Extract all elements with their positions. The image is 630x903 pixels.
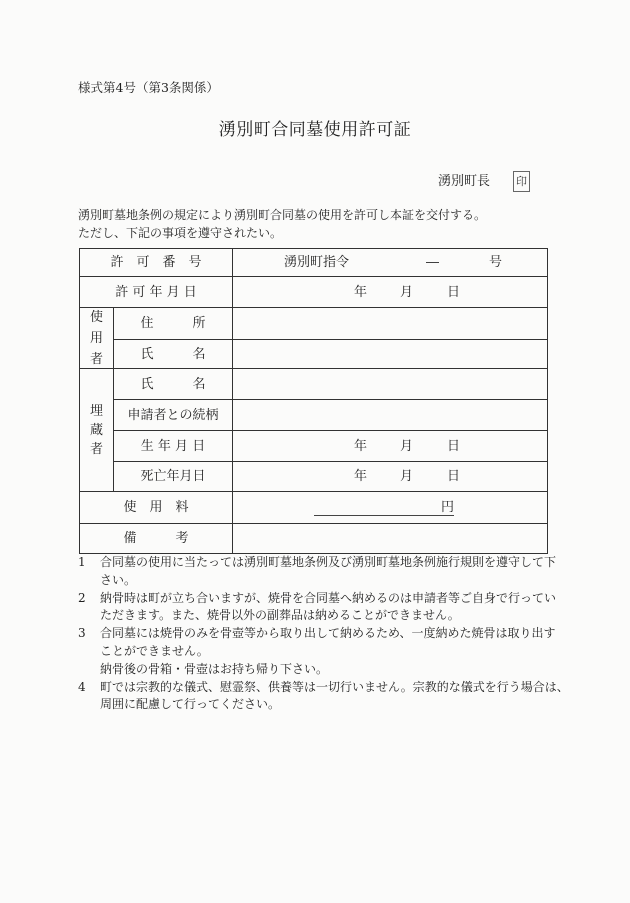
user-section-header [80, 308, 114, 369]
note-number: 4 [78, 679, 86, 694]
day-unit: 日 [447, 438, 461, 454]
deceased-name-label: 氏 名 [114, 369, 233, 400]
permit-number-value [233, 249, 547, 277]
intro-line-1: 湧別町墓地条例の規定により湧別町合同墓の使用を許可し本証を交付する。 [78, 208, 487, 222]
mayor-signature-row [438, 171, 530, 192]
fee-blank-underline [314, 500, 454, 516]
death-date-label: 死亡年月日 [114, 462, 233, 492]
day-unit: 日 [447, 469, 461, 484]
user-address-label: 住 所 [114, 308, 233, 340]
permit-number-unit: 号 [489, 255, 503, 270]
deceased-name-value [233, 369, 547, 400]
seal-box [513, 171, 530, 192]
interment-section-header [80, 369, 114, 492]
permit-table [79, 248, 548, 554]
interment-header-char: 埋 [89, 403, 103, 419]
permit-number-blank-dash: ― [426, 255, 440, 270]
user-header-char: 用 [89, 330, 103, 346]
year-unit: 年 [354, 469, 368, 484]
note-body: 合同墓の使用に当たっては湧別町墓地条例及び湧別町墓地条例施行規則を遵守して下 さい。 [100, 555, 557, 587]
year-unit: 年 [354, 284, 368, 300]
note-number: 3 [78, 626, 86, 641]
notes-list [78, 554, 569, 714]
month-unit: 月 [400, 284, 414, 300]
permit-date-label: 許 可 年 月 日 [80, 277, 233, 308]
user-name-label: 氏 名 [114, 340, 233, 369]
seal-mark-icon: 印 [516, 175, 528, 188]
fee-label: 使 用 料 [80, 492, 233, 524]
intro-paragraph [78, 206, 486, 242]
intro-line-2: ただし、下記の事項を遵守されたい。 [78, 226, 283, 240]
birth-date-value [233, 431, 547, 462]
currency-unit: 円 [440, 500, 454, 515]
user-address-value [233, 308, 547, 340]
note-item-4 [78, 679, 569, 715]
permit-number-label: 許 可 番 号 [80, 249, 233, 277]
remarks-label: 備 考 [80, 524, 233, 553]
note-body: 合同墓には焼骨のみを骨壺等から取り出して納めるため、一度納めた焼骨は取り出す ことができません。 納骨後の骨箱・骨壺はお持ち帰り下さい。 [100, 626, 556, 676]
day-unit: 日 [447, 284, 461, 300]
user-header-char: 使 [89, 309, 103, 325]
year-unit: 年 [354, 438, 368, 454]
mayor-label: 湧別町長 [438, 173, 491, 189]
death-date-value [233, 462, 547, 492]
fee-value [233, 492, 547, 524]
month-unit: 月 [400, 438, 414, 454]
permit-date-value [233, 277, 547, 308]
note-body: 町では宗教的な儀式、慰霊祭、供養等は一切行いません。宗教的な儀式を行う場合は、 周囲に配慮して行ってください。 [100, 679, 569, 712]
form-number: 様式第4号（第3条関係） [78, 80, 219, 95]
interment-header-char: 者 [89, 441, 103, 457]
note-number: 2 [78, 590, 86, 605]
page-title: 湧別町合同墓使用許可証 [218, 120, 412, 140]
note-item-2 [78, 590, 569, 626]
relationship-value [233, 400, 547, 431]
remarks-value [233, 524, 547, 553]
note-item-3 [78, 625, 569, 678]
note-body: 納骨時は町が立ち合いますが、焼骨を合同墓へ納めるのは申請者等ご自身で行ってい ただきます。また、焼骨以外の副葬品は納めることができません。 [100, 590, 557, 623]
month-unit: 月 [400, 469, 414, 484]
user-name-value [233, 340, 547, 369]
birth-date-label: 生 年 月 日 [114, 431, 233, 462]
note-item-1 [78, 554, 569, 590]
interment-header-char: 蔵 [89, 422, 103, 438]
permit-number-agency: 湧別町指令 [284, 255, 350, 270]
user-header-char: 者 [89, 351, 103, 367]
relationship-label: 申請者との続柄 [114, 400, 233, 431]
note-number: 1 [78, 555, 86, 569]
